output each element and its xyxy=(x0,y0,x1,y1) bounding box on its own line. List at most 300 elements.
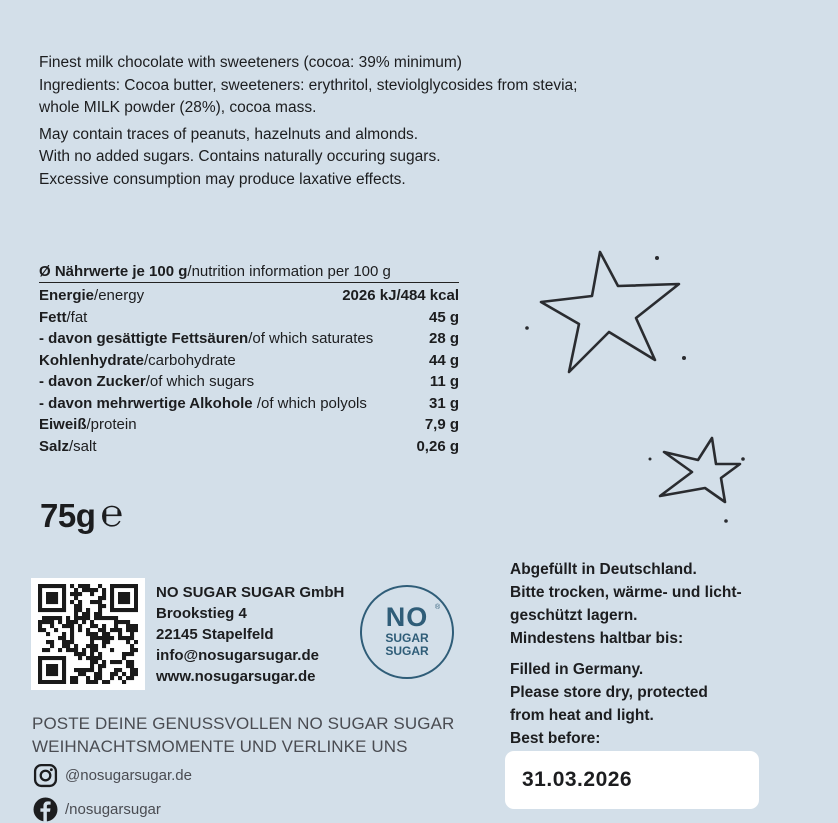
qr-module xyxy=(74,608,78,612)
qr-module xyxy=(50,620,54,624)
qr-module xyxy=(50,672,54,676)
row-label-en: /carbohydrate xyxy=(144,351,236,369)
qr-module xyxy=(130,584,134,588)
qr-module xyxy=(114,668,118,672)
qr-module xyxy=(58,584,62,588)
nutrition-row-saturates xyxy=(39,328,459,350)
sugar-note: With no added sugars. Contains naturally occuring sugars. xyxy=(39,148,441,165)
qr-module xyxy=(98,600,102,604)
qr-module xyxy=(126,664,130,668)
qr-module xyxy=(118,632,122,636)
qr-module xyxy=(126,640,130,644)
qr-module xyxy=(90,600,94,604)
qr-module xyxy=(90,656,94,660)
qr-module xyxy=(62,672,66,676)
nutrition-row-energy xyxy=(39,285,459,307)
qr-module xyxy=(114,616,118,620)
qr-module xyxy=(90,632,94,636)
qr-module xyxy=(114,608,118,612)
qr-module xyxy=(114,620,118,624)
qr-module xyxy=(70,632,74,636)
qr-module xyxy=(90,644,94,648)
qr-module xyxy=(106,616,110,620)
instagram-link[interactable] xyxy=(33,763,192,788)
qr-module xyxy=(114,672,118,676)
qr-module xyxy=(110,592,114,596)
nutrition-header-en: /nutrition information per 100 g xyxy=(187,263,391,280)
qr-module xyxy=(134,584,138,588)
storage-de-line: geschützt lagern. xyxy=(510,607,638,624)
qr-module xyxy=(70,628,74,632)
ingredients-list: Ingredients: Cocoa butter, sweeteners: erythritol, steviolglycosides from stevia; xyxy=(39,76,578,94)
qr-module xyxy=(134,604,138,608)
qr-module xyxy=(90,640,94,644)
qr-module xyxy=(134,672,138,676)
row-label-de: Eiweiß xyxy=(39,416,87,433)
qr-module xyxy=(62,608,66,612)
qr-module xyxy=(126,596,130,600)
qr-module xyxy=(118,600,122,604)
qr-module xyxy=(70,592,74,596)
ingredients-block xyxy=(39,52,679,195)
qr-module xyxy=(82,612,86,616)
product-description: Finest milk chocolate with sweeteners (cocoa: 39% minimum) xyxy=(39,54,462,71)
qr-module xyxy=(86,616,90,620)
qr-module xyxy=(66,648,70,652)
qr-module xyxy=(114,628,118,632)
qr-module xyxy=(102,636,106,640)
qr-module xyxy=(114,660,118,664)
qr-module xyxy=(82,584,86,588)
qr-module xyxy=(46,616,50,620)
qr-module xyxy=(42,648,46,652)
qr-module xyxy=(122,592,126,596)
qr-module xyxy=(46,596,50,600)
qr-module xyxy=(130,632,134,636)
qr-module xyxy=(50,668,54,672)
qr-module xyxy=(98,636,102,640)
qr-module xyxy=(126,592,130,596)
qr-module xyxy=(134,588,138,592)
storage-en-line: Please store dry, protected xyxy=(510,684,708,701)
qr-module xyxy=(86,680,90,684)
qr-module xyxy=(46,664,50,668)
large-star-icon xyxy=(541,252,679,372)
qr-module xyxy=(114,584,118,588)
ingredients-list-cont: whole MILK powder (28%), cocoa mass. xyxy=(39,99,317,116)
qr-module xyxy=(98,628,102,632)
qr-module xyxy=(54,584,58,588)
qr-module xyxy=(62,664,66,668)
qr-module xyxy=(110,672,114,676)
qr-module xyxy=(94,636,98,640)
qr-module xyxy=(122,656,126,660)
qr-module xyxy=(102,640,106,644)
row-value: 31 g xyxy=(428,394,459,412)
nutrition-row-carbohydrate xyxy=(39,350,459,372)
qr-module xyxy=(122,680,126,684)
qr-module xyxy=(102,592,106,596)
qr-module xyxy=(94,644,98,648)
qr-module xyxy=(134,592,138,596)
storage-info xyxy=(510,558,742,750)
qr-module xyxy=(38,592,42,596)
qr-module xyxy=(110,604,114,608)
qr-module xyxy=(74,676,78,680)
qr-module xyxy=(122,652,126,656)
qr-module xyxy=(90,624,94,628)
qr-module xyxy=(134,668,138,672)
qr-module xyxy=(90,660,94,664)
qr-module xyxy=(50,596,54,600)
qr-module xyxy=(82,620,86,624)
storage-en-line: from heat and light. xyxy=(510,707,654,724)
qr-module xyxy=(62,636,66,640)
qr-module xyxy=(58,616,62,620)
qr-module xyxy=(110,648,114,652)
qr-module xyxy=(102,644,106,648)
qr-module xyxy=(54,628,58,632)
nutrition-row-sugars xyxy=(39,371,459,393)
qr-module xyxy=(46,668,50,672)
qr-module xyxy=(78,672,82,676)
row-label-en: /salt xyxy=(69,437,97,455)
qr-module xyxy=(90,636,94,640)
qr-module xyxy=(102,664,106,668)
qr-module xyxy=(130,660,134,664)
qr-module xyxy=(66,640,70,644)
qr-module xyxy=(122,600,126,604)
qr-module xyxy=(110,608,114,612)
qr-module xyxy=(110,588,114,592)
qr-module xyxy=(46,680,50,684)
qr-module xyxy=(126,620,130,624)
qr-module xyxy=(70,600,74,604)
qr-module xyxy=(94,632,98,636)
qr-module xyxy=(94,624,98,628)
qr-module xyxy=(102,588,106,592)
qr-module xyxy=(42,680,46,684)
qr-module xyxy=(94,612,98,616)
nutrition-row-polyols xyxy=(39,393,459,415)
row-label-de: Fett xyxy=(39,308,67,326)
qr-module xyxy=(50,680,54,684)
qr-module xyxy=(126,660,130,664)
qr-module xyxy=(118,608,122,612)
qr-module xyxy=(38,604,42,608)
qr-module xyxy=(38,680,42,684)
qr-module xyxy=(110,584,114,588)
qr-module xyxy=(38,596,42,600)
qr-module xyxy=(82,616,86,620)
qr-module xyxy=(126,652,130,656)
qr-module xyxy=(46,640,50,644)
qr-module xyxy=(42,628,46,632)
nutrition-header-de: Ø Nährwerte je 100 g xyxy=(39,263,188,280)
row-label-de: Energie xyxy=(39,287,95,304)
qr-module xyxy=(90,680,94,684)
qr-module xyxy=(78,584,82,588)
qr-module xyxy=(118,584,122,588)
storage-en-line: Best before: xyxy=(510,730,601,747)
qr-module xyxy=(58,680,62,684)
qr-module xyxy=(74,596,78,600)
storage-en-line: Filled in Germany. xyxy=(510,661,644,678)
qr-module xyxy=(86,676,90,680)
qr-module xyxy=(86,656,90,660)
qr-module xyxy=(38,668,42,672)
qr-module xyxy=(38,624,42,628)
qr-module xyxy=(70,640,74,644)
row-label-en: /of which saturates xyxy=(248,330,374,347)
qr-module xyxy=(86,612,90,616)
qr-module xyxy=(70,676,74,680)
row-label-en: /of which sugars xyxy=(145,373,255,390)
best-before-date: 31.03.2026 xyxy=(522,768,633,791)
qr-module xyxy=(90,648,94,652)
qr-module xyxy=(110,636,114,640)
storage-de-line: Abgefüllt in Deutschland. xyxy=(510,561,697,578)
qr-module xyxy=(118,668,122,672)
qr-module xyxy=(102,604,106,608)
qr-module xyxy=(42,656,46,660)
qr-module xyxy=(58,636,62,640)
row-value: 44 g xyxy=(428,351,459,369)
qr-module xyxy=(98,672,102,676)
qr-module xyxy=(118,660,122,664)
qr-module xyxy=(122,596,126,600)
qr-module xyxy=(134,648,138,652)
qr-module xyxy=(50,664,54,668)
qr-module xyxy=(78,624,82,628)
company-name: NO SUGAR SUGAR GmbH xyxy=(156,584,345,601)
instagram-icon xyxy=(33,763,58,788)
qr-module xyxy=(58,656,62,660)
qr-module xyxy=(62,588,66,592)
qr-module xyxy=(70,624,74,628)
qr-module xyxy=(98,668,102,672)
qr-module xyxy=(134,628,138,632)
qr-module xyxy=(54,680,58,684)
qr-module xyxy=(78,616,82,620)
qr-module xyxy=(94,680,98,684)
nutrition-row-protein xyxy=(39,414,459,436)
qr-module xyxy=(102,616,106,620)
qr-module xyxy=(74,588,78,592)
qr-module xyxy=(86,632,90,636)
qr-module xyxy=(66,620,70,624)
company-street: Brookstieg 4 xyxy=(156,605,247,622)
qr-module xyxy=(126,624,130,628)
company-address xyxy=(156,582,344,687)
qr-module xyxy=(62,668,66,672)
qr-module xyxy=(66,616,70,620)
qr-module xyxy=(54,616,58,620)
qr-module xyxy=(94,676,98,680)
row-label-de: - davon Zucker xyxy=(39,373,146,390)
qr-module xyxy=(38,620,42,624)
qr-module xyxy=(122,584,126,588)
estimated-sign-icon: ℮ xyxy=(100,493,123,535)
qr-module xyxy=(78,592,82,596)
qr-module xyxy=(38,660,42,664)
qr-module xyxy=(122,636,126,640)
instagram-handle: @nosugarsugar.de xyxy=(65,767,192,784)
qr-module xyxy=(122,672,126,676)
qr-module xyxy=(86,644,90,648)
qr-module xyxy=(106,632,110,636)
qr-module xyxy=(110,628,114,632)
qr-module xyxy=(102,632,106,636)
qr-module xyxy=(102,680,106,684)
qr-module xyxy=(130,644,134,648)
qr-module xyxy=(86,588,90,592)
company-website[interactable]: www.nosugarsugar.de xyxy=(156,668,316,685)
qr-module xyxy=(38,656,42,660)
storage-de-line: Mindestens haltbar bis: xyxy=(510,630,684,647)
qr-module xyxy=(62,640,66,644)
qr-module xyxy=(46,592,50,596)
row-value: 11 g xyxy=(429,373,459,390)
small-star-icon xyxy=(660,438,740,502)
qr-module xyxy=(74,612,78,616)
qr-module xyxy=(78,652,82,656)
qr-module xyxy=(134,600,138,604)
qr-module xyxy=(130,668,134,672)
qr-module xyxy=(90,620,94,624)
qr-module xyxy=(134,640,138,644)
social-call-to-action xyxy=(32,712,454,758)
qr-module xyxy=(38,584,42,588)
row-label-en: /energy xyxy=(94,287,145,304)
qr-module xyxy=(118,628,122,632)
qr-module xyxy=(42,608,46,612)
qr-code[interactable] xyxy=(31,578,145,690)
qr-module xyxy=(98,612,102,616)
qr-module xyxy=(130,624,134,628)
qr-module xyxy=(46,672,50,676)
qr-module xyxy=(122,608,126,612)
qr-module xyxy=(94,600,98,604)
warnings-paragraph xyxy=(39,124,679,192)
qr-module xyxy=(42,620,46,624)
qr-module xyxy=(70,680,74,684)
qr-module xyxy=(122,620,126,624)
row-label-en: /fat xyxy=(66,308,88,326)
nutrition-header xyxy=(39,262,459,283)
logo-registered-mark: ® xyxy=(435,604,441,611)
qr-module xyxy=(46,620,50,624)
qr-module xyxy=(50,656,54,660)
row-label-de: - davon gesättigte Fettsäuren xyxy=(39,330,249,347)
net-weight xyxy=(40,493,123,535)
qr-module xyxy=(62,604,66,608)
facebook-handle: /nosugarsugar xyxy=(65,801,161,818)
nutrition-row-salt xyxy=(39,436,459,458)
qr-module xyxy=(98,604,102,608)
company-city: 22145 Stapelfeld xyxy=(156,626,274,643)
qr-module xyxy=(54,608,58,612)
nutrition-row-fat xyxy=(39,307,459,329)
qr-module xyxy=(46,656,50,660)
facebook-icon xyxy=(33,797,58,822)
qr-module xyxy=(86,628,90,632)
qr-module xyxy=(78,600,82,604)
qr-module xyxy=(126,608,130,612)
logo-sugar-text: SUGAR xyxy=(385,631,429,645)
qr-module xyxy=(54,592,58,596)
row-label-de: Kohlenhydrate xyxy=(39,351,145,369)
qr-module xyxy=(98,656,102,660)
qr-module xyxy=(126,584,130,588)
company-email[interactable]: info@nosugarsugar.de xyxy=(156,647,319,664)
qr-module xyxy=(82,648,86,652)
qr-module xyxy=(98,584,102,588)
qr-module xyxy=(46,608,50,612)
qr-module xyxy=(106,636,110,640)
qr-module xyxy=(74,592,78,596)
qr-module xyxy=(46,648,50,652)
qr-module xyxy=(118,620,122,624)
qr-module xyxy=(70,648,74,652)
qr-module xyxy=(126,600,130,604)
qr-module xyxy=(62,656,66,660)
qr-module xyxy=(46,632,50,636)
qr-module xyxy=(50,584,54,588)
qr-module xyxy=(90,664,94,668)
qr-module xyxy=(50,592,54,596)
qr-module xyxy=(74,652,78,656)
qr-module xyxy=(86,608,90,612)
qr-module xyxy=(118,636,122,640)
social-cta-line2: WEIHNACHTSMOMENTE UND VERLINKE UNS xyxy=(32,737,408,756)
qr-module xyxy=(38,672,42,676)
qr-module xyxy=(130,676,134,680)
qr-module xyxy=(110,600,114,604)
best-before-box xyxy=(505,751,759,809)
qr-module xyxy=(58,608,62,612)
row-label-en: /protein xyxy=(86,416,137,433)
qr-module xyxy=(130,608,134,612)
row-value: 45 g xyxy=(428,308,459,326)
qr-module xyxy=(110,660,114,664)
qr-code-icon xyxy=(38,584,138,684)
qr-module xyxy=(58,620,62,624)
facebook-link[interactable] xyxy=(33,797,161,822)
qr-module xyxy=(94,648,98,652)
qr-module xyxy=(66,644,70,648)
qr-module xyxy=(102,596,106,600)
qr-module xyxy=(82,588,86,592)
qr-module xyxy=(74,620,78,624)
qr-module xyxy=(54,596,58,600)
qr-module xyxy=(38,600,42,604)
qr-module xyxy=(86,584,90,588)
qr-module xyxy=(114,624,118,628)
qr-module xyxy=(130,672,134,676)
qr-module xyxy=(62,592,66,596)
row-label-en: /of which polyols xyxy=(256,394,367,412)
qr-module xyxy=(78,628,82,632)
qr-module xyxy=(38,588,42,592)
qr-module xyxy=(50,616,54,620)
laxative-warning: Excessive consumption may produce laxative effects. xyxy=(39,170,406,188)
qr-module xyxy=(130,628,134,632)
qr-module xyxy=(78,656,82,660)
qr-module xyxy=(126,676,130,680)
qr-module xyxy=(98,616,102,620)
qr-module xyxy=(54,600,58,604)
